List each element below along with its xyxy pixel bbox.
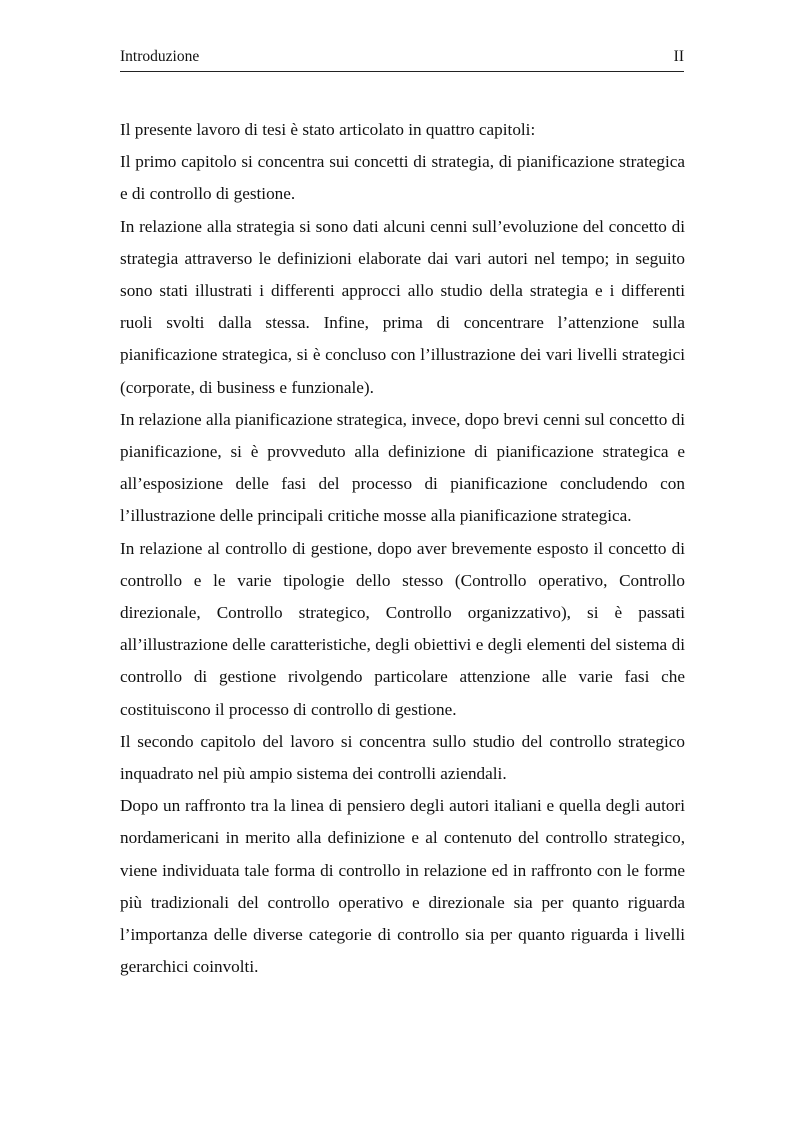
paragraph-chapter-one: Il primo capitolo si concentra sui concetti di strategia, di pianificazione strategica e di controllo di gestione. (120, 152, 685, 204)
page-number: II (673, 48, 684, 65)
paragraph-comparison: Dopo un raffronto tra la linea di pensiero degli autori italiani e quella degli autori nordamericani in merito alla definizione e al contenuto del controllo strategico, viene individuata tale forma di controllo in relazione ed in raffronto con le forme più tradizionali del controllo operativo e direzionale sia per quanto riguarda l’importanza delle diverse categorie di controllo sia per quanto riguarda i livelli gerarchici coinvolti. (120, 796, 685, 977)
body-text (120, 114, 685, 983)
paragraph-chapter-two: Il secondo capitolo del lavoro si concentra sullo studio del controllo strategico inquadrato nel più ampio sistema dei controlli aziendali. (120, 731, 685, 784)
paragraph-strategic-planning: In relazione alla pianificazione strategica, invece, dopo brevi cenni sul concetto di pianificazione, si è provveduto alla definizione di pianificazione strategica e all’esposizione delle fasi del processo di pianificazione concludendo con l’illustrazione delle principali critiche mosse alla pianificazione strategica. (120, 409, 685, 526)
running-title: Introduzione (120, 48, 200, 65)
paragraph-intro: Il presente lavoro di tesi è stato articolato in quattro capitoli: (120, 120, 536, 139)
header-rule (120, 71, 684, 72)
page-header (120, 48, 684, 68)
paragraph-strategy: In relazione alla strategia si sono dati alcuni cenni sull’evoluzione del concetto di strategia attraverso le definizioni elaborate dai vari autori nel tempo; in seguito sono stati illustrati i differenti approcci allo studio della strategia e i differenti ruoli svolti dalla stessa. Infine, prima di concentrare l’attenzione sulla pianificazione strategica, si è concluso con l’illustrazione dei vari livelli strategici (corporate, di business e funzionale). (120, 216, 685, 397)
paragraph-management-control: In relazione al controllo di gestione, dopo aver brevemente esposto il concetto di controllo e le varie tipologie dello stesso (Controllo operativo, Controllo direzionale, Controllo strategico, Controllo organizzativo), si è passati all’illustrazione delle caratteristiche, degli obiettivi e degli elementi del sistema di controllo di gestione rivolgendo particolare attenzione alle varie fasi che costituiscono il processo di controllo di gestione. (120, 538, 685, 719)
